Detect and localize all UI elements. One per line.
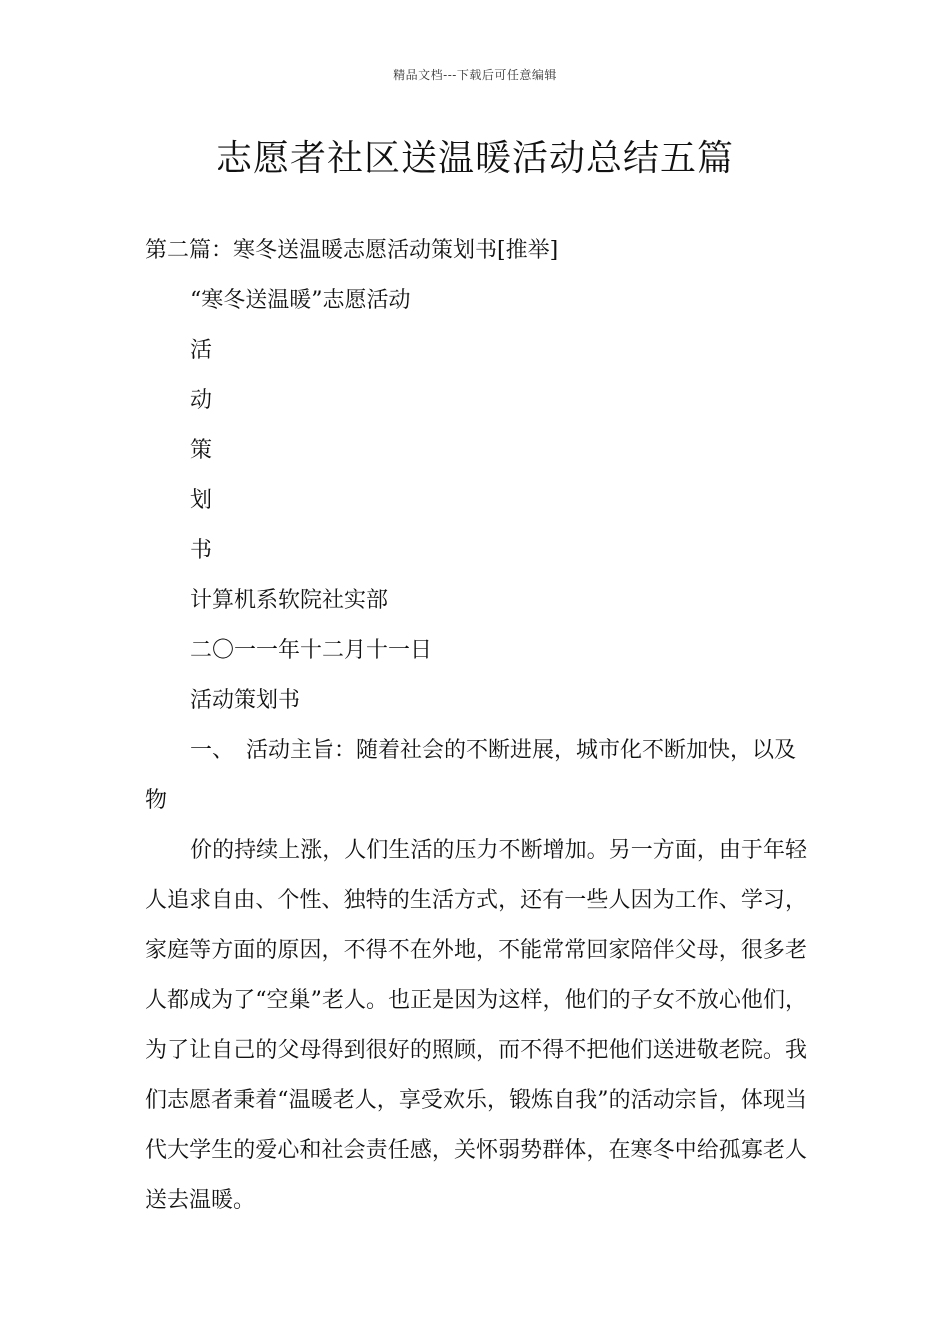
date: 二〇一一年十二月十一日 <box>190 638 433 663</box>
vertical-char: 书 <box>190 538 213 563</box>
header-note: 精品文档---下载后可任意编辑 <box>393 68 557 82</box>
vertical-char: 活 <box>190 338 213 363</box>
vertical-char: 策 <box>190 438 213 463</box>
section-heading: 第二篇：寒冬送温暖志愿活动策划书[推举] <box>145 238 559 263</box>
vertical-char: 动 <box>190 388 213 413</box>
plan-label: 活动策划书 <box>190 688 301 713</box>
event-name: “寒冬送温暖”志愿活动 <box>190 288 411 313</box>
paragraph-text: 价的持续上涨，人们生活的压力不断增加。另一方面，由于年轻人追求自由、个性、独特的生活方式，还有一些人因为工作、学习，家庭等方面的原因，不得不在外地，不能常常回家陪伴父母，很多老人都成为了“空巢”老人。也正是因为这样，他们的子女不放心他们，为了让自己的父母得到很好的照顾，而不得不把他们送进敬老院。我们志愿者秉着“温暖老人，享受欢乐，锻炼自我”的活动宗旨，体现当代大学生的爱心和社会责任感，关怀弱势群体，在寒冬中给孤寡老人送去温暖。 <box>145 838 807 1213</box>
item-one-wrap: 物 <box>145 788 168 813</box>
organizer: 计算机系软院社实部 <box>190 588 389 613</box>
item-one-line <box>190 736 796 766</box>
document-title: 志愿者社区送温暖活动总结五篇 <box>215 138 734 179</box>
item-number: 一、 <box>190 738 235 763</box>
item-one-text: 活动主旨：随着社会的不断进展，城市化不断加快，以及 <box>246 738 797 763</box>
vertical-char: 划 <box>190 488 213 513</box>
body-paragraph <box>145 826 807 1226</box>
